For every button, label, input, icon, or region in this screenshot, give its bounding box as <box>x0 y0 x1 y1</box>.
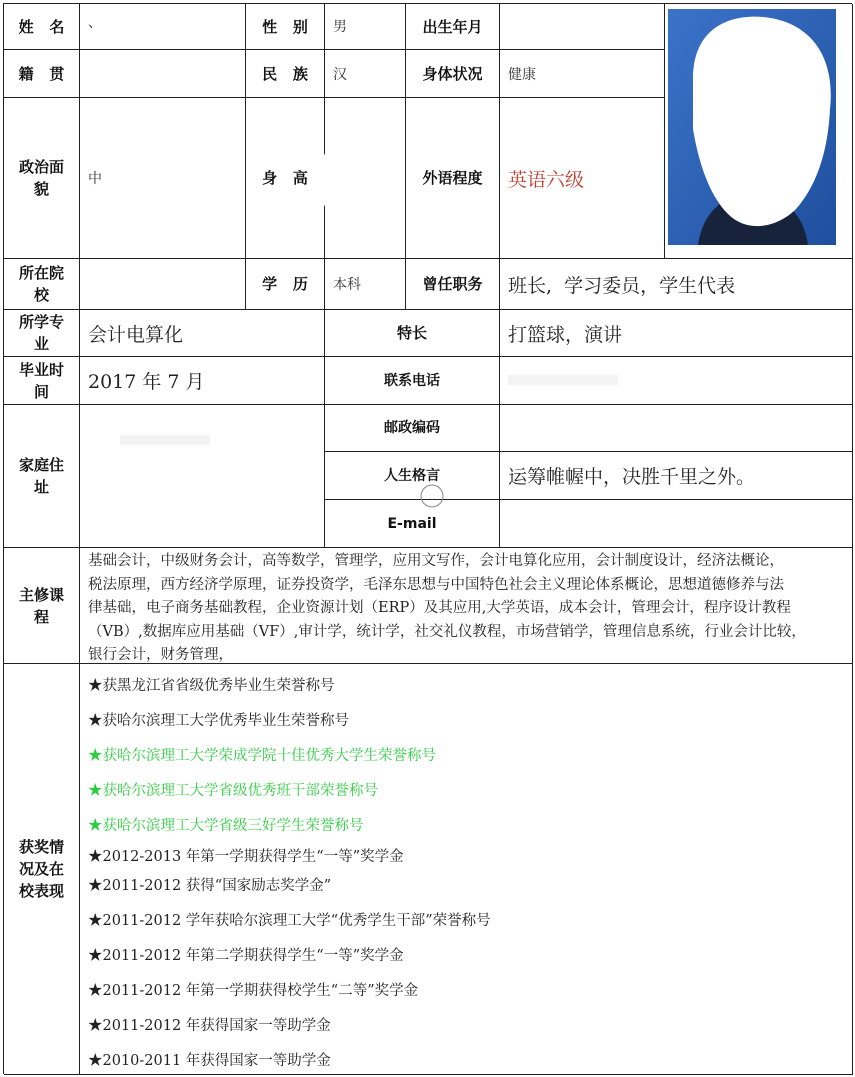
label-edu: 学 历 <box>246 259 325 310</box>
award-item: ★2011-2012 年第二学期获得学生“一等”奖学金 <box>88 948 404 964</box>
label-politics: 政治面 貌 <box>4 98 80 259</box>
award-item: ★2012-2013 年第一学期获得学生“一等”奖学金 <box>88 849 404 865</box>
award-item: ★2010-2011 年获得国家一等助学金 <box>88 1053 331 1069</box>
label-postcode: 邮政编码 <box>325 405 500 452</box>
value-email <box>500 500 853 548</box>
value-posts: 班长, 学习委员，学生代表 <box>500 259 853 310</box>
course-line: 税法原理，西方经济学原理，证券投资学，毛泽东思想与中国特色社会主义理论体系概论，思想道德修养与法 <box>88 576 784 593</box>
value-school <box>80 259 246 310</box>
award-item: ★2011-2012 学年获哈尔滨理工大学“优秀学生干部”荣誉称号 <box>88 913 491 929</box>
label-health: 身体状况 <box>406 50 500 98</box>
label-grad: 毕业时 间 <box>4 357 80 405</box>
label-phone: 联系电话 <box>325 357 500 405</box>
label-email: E-mail <box>325 500 500 548</box>
value-politics: 中 <box>80 98 246 259</box>
label-height: 身 高 <box>246 98 325 259</box>
label-major: 所学专 业 <box>4 310 80 357</box>
value-major: 会计电算化 <box>80 310 325 357</box>
award-item: ★获哈尔滨理工大学荣成学院十佳优秀大学生荣誉称号 <box>88 748 436 764</box>
photo-image <box>668 9 836 245</box>
label-awards: 获奖情 况及在 校表现 <box>4 664 80 1075</box>
value-ethnicity: 汉 <box>325 50 406 98</box>
value-motto: 运筹帷幄中，决胜千里之外。 <box>500 452 853 500</box>
award-item: ★获哈尔滨理工大学省级三好学生荣誉称号 <box>88 818 364 834</box>
label-gender: 性 别 <box>246 4 325 50</box>
value-edu: 本科 <box>325 259 406 310</box>
label-ethnicity: 民 族 <box>246 50 325 98</box>
value-phone <box>500 357 853 405</box>
course-line: 律基础，电子商务基础教程，企业资源计划（ERP）及其应用,大学英语，成本会计，管理会计，程序设计教程 <box>88 600 791 616</box>
label-specialty: 特长 <box>325 310 500 357</box>
award-item: ★2011-2012 获得“国家励志奖学金” <box>88 878 332 894</box>
label-address: 家庭住 址 <box>4 405 80 548</box>
redacted-phone <box>508 375 618 385</box>
value-native <box>80 50 246 98</box>
label-name: 姓 名 <box>4 4 80 50</box>
circle-mark-icon <box>418 482 446 510</box>
label-native: 籍 贯 <box>4 50 80 98</box>
award-item: ★获哈尔滨理工大学优秀毕业生荣誉称号 <box>88 713 349 729</box>
label-birth: 出生年月 <box>406 4 500 50</box>
label-courses: 主修课 程 <box>4 548 80 664</box>
value-address <box>80 405 325 548</box>
value-specialty: 打篮球，演讲 <box>500 310 853 357</box>
course-line: 基础会计，中级财务会计，高等数学，管理学，应用文写作，会计电算化应用，会计制度设计，经济法概论， <box>88 553 784 569</box>
award-item: ★获黑龙江省省级优秀毕业生荣誉称号 <box>88 678 335 694</box>
value-gender: 男 <box>325 4 406 50</box>
redaction-height <box>310 150 370 210</box>
course-line: 银行会计，财务管理， <box>88 647 233 663</box>
value-grad: 2017 年 7 月 <box>80 357 325 405</box>
award-item: ★获哈尔滨理工大学省级优秀班干部荣誉称号 <box>88 783 378 799</box>
awards-list <box>80 664 853 1075</box>
label-school: 所在院 校 <box>4 259 80 310</box>
profile-photo <box>668 9 836 245</box>
label-foreign: 外语程度 <box>406 98 500 259</box>
redaction-birth <box>502 8 612 38</box>
courses-text <box>80 548 853 664</box>
value-postcode <box>500 405 853 452</box>
value-name: 、 <box>80 4 246 50</box>
redacted-address <box>120 435 210 445</box>
award-item: ★2011-2012 年获得国家一等助学金 <box>88 1018 331 1034</box>
award-item: ★2011-2012 年第一学期获得校学生“二等”奖学金 <box>88 983 419 999</box>
label-posts: 曾任职务 <box>406 259 500 310</box>
label-motto: 人生格言 <box>325 452 500 500</box>
value-health: 健康 <box>500 50 665 98</box>
value-foreign: 英语六级 <box>500 98 665 259</box>
course-line: （VB）,数据库应用基础（VF）,审计学，统计学，社交礼仪教程，市场营销学，管理信息系统，行业会计比较， <box>88 623 806 640</box>
